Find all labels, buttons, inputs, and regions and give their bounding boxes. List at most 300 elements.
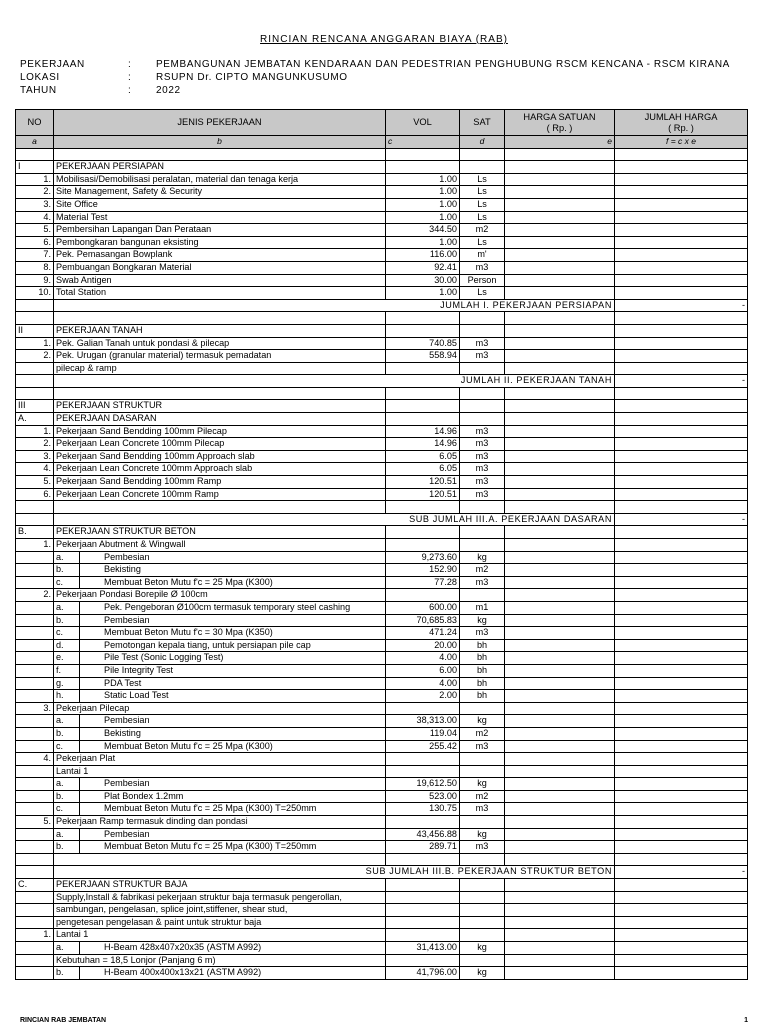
cell-sat: m3: [460, 740, 505, 753]
cell-harga: [505, 350, 615, 363]
cell-sat: m3: [460, 337, 505, 350]
cell-desc: PEKERJAAN PERSIAPAN: [54, 161, 386, 174]
cell-sat: Ls: [460, 211, 505, 224]
table-row: [16, 224, 748, 237]
cell-vol: [386, 916, 460, 929]
cell-jumlah: [615, 664, 748, 677]
table-row: [16, 249, 748, 262]
cell-desc: pilecap & ramp: [54, 362, 386, 375]
cell-vol: 70,685.83: [386, 614, 460, 627]
cell-no: 9.: [16, 274, 54, 287]
cell-sat: Person: [460, 274, 505, 287]
cell-harga: [505, 904, 615, 917]
blank-row: [16, 148, 748, 161]
cell-no: [16, 375, 54, 388]
cell-desc: Mobilisasi/Demobilisasi peralatan, material dan tenaga kerja: [54, 173, 386, 186]
cell-vol: [386, 148, 460, 161]
cell-jumlah: [615, 324, 748, 337]
info-value: RSUPN Dr. CIPTO MANGUNKUSUMO: [156, 72, 348, 83]
cell-desc: Pekerjaan Sand Bendding 100mm Pilecap: [54, 425, 386, 438]
subtotal-label: SUB JUMLAH III.A. PEKERJAAN DASARAN: [54, 513, 615, 526]
table-row: [16, 614, 748, 627]
cell-no: I: [16, 161, 54, 174]
col-no-header: NO: [16, 110, 54, 136]
cell-sat: [460, 312, 505, 325]
cell-desc: Static Load Test: [80, 690, 386, 703]
cell-vol: 1.00: [386, 173, 460, 186]
cell-no: 4.: [16, 211, 54, 224]
cell-harga: [505, 413, 615, 426]
cell-vol: 120.51: [386, 488, 460, 501]
table-row: [16, 488, 748, 501]
cell-no: 1.: [16, 337, 54, 350]
cell-vol: 255.42: [386, 740, 460, 753]
subtotal-row: [16, 375, 748, 388]
cell-harga: [505, 337, 615, 350]
col-vol-header: VOL: [386, 110, 460, 136]
info-label: TAHUN: [20, 85, 57, 96]
cell-no: 4.: [16, 463, 54, 476]
project-info: [20, 58, 730, 97]
sub-f: f = c x e: [615, 136, 748, 149]
cell-desc: [54, 312, 386, 325]
cell-harga: [505, 539, 615, 552]
cell-jumlah: [615, 173, 748, 186]
cell-no: [16, 652, 54, 665]
page-number: 1: [744, 1017, 748, 1024]
cell-jumlah: [615, 778, 748, 791]
cell-desc: Pek. Pengeboran Ø100cm termasuk temporary steel cashing: [80, 601, 386, 614]
subtotal-label: SUB JUMLAH III.B. PEKERJAAN STRUKTUR BETON: [54, 866, 615, 879]
cell-jumlah: [615, 526, 748, 539]
cell-sub: a.: [54, 778, 80, 791]
cell-vol: [386, 929, 460, 942]
cell-vol: [386, 816, 460, 829]
col-sat-header: SAT: [460, 110, 505, 136]
cell-sub: b.: [54, 564, 80, 577]
subtotal-value: -: [615, 375, 748, 388]
cell-harga: [505, 400, 615, 413]
cell-harga: [505, 425, 615, 438]
cell-no: [16, 790, 54, 803]
cell-jumlah: [615, 249, 748, 262]
sub-a: a: [16, 136, 54, 149]
cell-no: [16, 299, 54, 312]
cell-jumlah: [615, 387, 748, 400]
cell-sat: kg: [460, 967, 505, 980]
cell-harga: [505, 450, 615, 463]
cell-desc: Pekerjaan Ramp termasuk dinding dan pondasi: [54, 816, 386, 829]
cell-desc: Pembesian: [80, 551, 386, 564]
cell-sat: kg: [460, 551, 505, 564]
cell-vol: 1.00: [386, 186, 460, 199]
cell-jumlah: [615, 186, 748, 199]
cell-sub: b.: [54, 727, 80, 740]
cell-desc: Pile Integrity Test: [80, 664, 386, 677]
cell-harga: [505, 324, 615, 337]
cell-no: [16, 853, 54, 866]
cell-sat: kg: [460, 942, 505, 955]
cell-sat: [460, 362, 505, 375]
table-row: [16, 803, 748, 816]
cell-no: [16, 727, 54, 740]
cell-harga: [505, 261, 615, 274]
cell-desc: [54, 853, 386, 866]
cell-harga: [505, 614, 615, 627]
table-row: [16, 450, 748, 463]
cell-no: [16, 627, 54, 640]
cell-harga: [505, 715, 615, 728]
table-row: [16, 942, 748, 955]
cell-no: 8.: [16, 261, 54, 274]
cell-desc: Pekerjaan Lean Concrete 100mm Approach slab: [54, 463, 386, 476]
cell-desc: Pembesian: [80, 778, 386, 791]
cell-sat: [460, 753, 505, 766]
cell-sat: [460, 589, 505, 602]
cell-vol: [386, 526, 460, 539]
cell-jumlah: [615, 148, 748, 161]
cell-desc: Pek. Pemasangan Bowplank: [54, 249, 386, 262]
cell-sat: m2: [460, 727, 505, 740]
cell-harga: [505, 942, 615, 955]
cell-sat: [460, 400, 505, 413]
table-row: [16, 790, 748, 803]
cell-no: 2.: [16, 438, 54, 451]
cell-harga: [505, 677, 615, 690]
cell-no: 2.: [16, 350, 54, 363]
cell-vol: [386, 324, 460, 337]
cell-vol: 289.71: [386, 841, 460, 854]
cell-harga: [505, 148, 615, 161]
cell-jumlah: [615, 967, 748, 980]
cell-no: B.: [16, 526, 54, 539]
table-row: [16, 891, 748, 904]
cell-no: [16, 513, 54, 526]
cell-desc: PEKERJAAN DASARAN: [54, 413, 386, 426]
cell-desc: Membuat Beton Mutu f'c = 30 Mpa (K350): [80, 627, 386, 640]
cell-vol: 6.05: [386, 463, 460, 476]
subtotal-row: [16, 299, 748, 312]
cell-sat: Ls: [460, 236, 505, 249]
cell-no: 1.: [16, 929, 54, 942]
cell-no: [16, 740, 54, 753]
cell-sat: Ls: [460, 173, 505, 186]
cell-jumlah: [615, 161, 748, 174]
cell-harga: [505, 274, 615, 287]
cell-jumlah: [615, 702, 748, 715]
cell-harga: [505, 627, 615, 640]
cell-sat: m': [460, 249, 505, 262]
cell-no: [16, 677, 54, 690]
cell-sub: a.: [54, 551, 80, 564]
cell-no: 7.: [16, 249, 54, 262]
cell-jumlah: [615, 236, 748, 249]
cell-jumlah: [615, 753, 748, 766]
cell-no: [16, 501, 54, 514]
info-colon: :: [128, 72, 132, 83]
cell-sat: [460, 413, 505, 426]
cell-harga: [505, 690, 615, 703]
cell-no: II: [16, 324, 54, 337]
cell-no: [16, 312, 54, 325]
cell-harga: [505, 929, 615, 942]
cell-harga: [505, 790, 615, 803]
cell-desc: Membuat Beton Mutu f'c = 25 Mpa (K300): [80, 576, 386, 589]
cell-sat: m3: [460, 438, 505, 451]
cell-jumlah: [615, 287, 748, 300]
cell-harga: [505, 387, 615, 400]
cell-vol: 19,612.50: [386, 778, 460, 791]
cell-desc: Pekerjaan Plat: [54, 753, 386, 766]
footer-label: RINCIAN RAB JEMBATAN: [20, 1017, 107, 1024]
cell-jumlah: [615, 337, 748, 350]
cell-no: [16, 564, 54, 577]
cell-sat: [460, 879, 505, 892]
table-row: [16, 765, 748, 778]
table-row: [16, 425, 748, 438]
cell-no: [16, 803, 54, 816]
cell-no: 1.: [16, 539, 54, 552]
table-row: [16, 476, 748, 489]
cell-sat: m1: [460, 601, 505, 614]
col-jumlah-header: JUMLAH HARGA ( Rp. ): [615, 110, 748, 136]
cell-vol: 1.00: [386, 236, 460, 249]
cell-sub: b.: [54, 614, 80, 627]
cell-sub: f.: [54, 664, 80, 677]
table-row: [16, 954, 748, 967]
cell-jumlah: [615, 589, 748, 602]
cell-jumlah: [615, 715, 748, 728]
table-row: [16, 211, 748, 224]
cell-vol: [386, 362, 460, 375]
cell-sat: [460, 891, 505, 904]
col-harga-header: HARGA SATUAN ( Rp. ): [505, 110, 615, 136]
cell-desc: PEKERJAAN TANAH: [54, 324, 386, 337]
table-row: [16, 438, 748, 451]
cell-sat: m3: [460, 463, 505, 476]
table-row: [16, 639, 748, 652]
table-row: [16, 690, 748, 703]
cell-sat: bh: [460, 677, 505, 690]
cell-vol: 1.00: [386, 211, 460, 224]
cell-harga: [505, 601, 615, 614]
cell-desc: Pembesian: [80, 614, 386, 627]
table-row: [16, 551, 748, 564]
cell-vol: [386, 891, 460, 904]
cell-jumlah: [615, 853, 748, 866]
table-row: [16, 287, 748, 300]
cell-desc: PEKERJAAN STRUKTUR BAJA: [54, 879, 386, 892]
cell-sub: c.: [54, 576, 80, 589]
cell-vol: 14.96: [386, 438, 460, 451]
cell-jumlah: [615, 916, 748, 929]
cell-sub: a.: [54, 942, 80, 955]
info-colon: :: [128, 85, 132, 96]
cell-sat: kg: [460, 828, 505, 841]
cell-sat: [460, 148, 505, 161]
cell-desc: [54, 501, 386, 514]
table-row: [16, 564, 748, 577]
cell-no: [16, 954, 54, 967]
cell-vol: 740.85: [386, 337, 460, 350]
cell-jumlah: [615, 224, 748, 237]
table-row: [16, 677, 748, 690]
cell-no: [16, 765, 54, 778]
cell-no: C.: [16, 879, 54, 892]
table-row: [16, 727, 748, 740]
cell-no: [16, 362, 54, 375]
cell-harga: [505, 589, 615, 602]
cell-jumlah: [615, 350, 748, 363]
cell-no: 3.: [16, 702, 54, 715]
cell-desc: Pekerjaan Lean Concrete 100mm Ramp: [54, 488, 386, 501]
cell-jumlah: [615, 438, 748, 451]
cell-jumlah: [615, 425, 748, 438]
cell-desc: Pek. Urugan (granular material) termasuk pemadatan: [54, 350, 386, 363]
cell-vol: 120.51: [386, 476, 460, 489]
table-row: [16, 236, 748, 249]
blank-row: [16, 853, 748, 866]
cell-sat: bh: [460, 639, 505, 652]
cell-no: 4.: [16, 753, 54, 766]
cell-jumlah: [615, 790, 748, 803]
cell-sub: c.: [54, 803, 80, 816]
cell-harga: [505, 161, 615, 174]
cell-desc: Pekerjaan Pondasi Borepile Ø 100cm: [54, 589, 386, 602]
cell-no: 5.: [16, 224, 54, 237]
cell-no: 10.: [16, 287, 54, 300]
cell-jumlah: [615, 564, 748, 577]
table-row: [16, 929, 748, 942]
cell-desc: H-Beam 400x400x13x21 (ASTM A992): [80, 967, 386, 980]
cell-harga: [505, 664, 615, 677]
cell-desc: Swab Antigen: [54, 274, 386, 287]
cell-no: 5.: [16, 476, 54, 489]
cell-vol: [386, 161, 460, 174]
cell-vol: 30.00: [386, 274, 460, 287]
table-row: [16, 828, 748, 841]
table-row: [16, 400, 748, 413]
cell-sat: m3: [460, 350, 505, 363]
cell-jumlah: [615, 828, 748, 841]
cell-no: 2.: [16, 589, 54, 602]
cell-jumlah: [615, 841, 748, 854]
cell-sat: m3: [460, 261, 505, 274]
cell-no: [16, 891, 54, 904]
cell-no: [16, 387, 54, 400]
cell-no: 6.: [16, 488, 54, 501]
table-row: [16, 261, 748, 274]
cell-vol: [386, 589, 460, 602]
cell-harga: [505, 879, 615, 892]
cell-vol: 6.00: [386, 664, 460, 677]
cell-sat: [460, 916, 505, 929]
cell-jumlah: [615, 765, 748, 778]
cell-jumlah: [615, 312, 748, 325]
cell-vol: [386, 312, 460, 325]
cell-jumlah: [615, 740, 748, 753]
cell-sat: [460, 324, 505, 337]
cell-vol: 116.00: [386, 249, 460, 262]
cell-no: [16, 904, 54, 917]
cell-vol: [386, 765, 460, 778]
cell-harga: [505, 753, 615, 766]
table-row: [16, 186, 748, 199]
cell-no: [16, 601, 54, 614]
cell-jumlah: [615, 816, 748, 829]
cell-vol: 9,273.60: [386, 551, 460, 564]
cell-harga: [505, 186, 615, 199]
cell-no: [16, 148, 54, 161]
cell-no: [16, 690, 54, 703]
cell-desc: Total Station: [54, 287, 386, 300]
table-row: [16, 274, 748, 287]
cell-vol: 38,313.00: [386, 715, 460, 728]
table-row: [16, 904, 748, 917]
cell-no: III: [16, 400, 54, 413]
table-row: [16, 337, 748, 350]
cell-vol: 600.00: [386, 601, 460, 614]
cell-sat: bh: [460, 664, 505, 677]
cell-sat: Ls: [460, 186, 505, 199]
sub-e: e: [505, 136, 615, 149]
table-row: [16, 967, 748, 980]
table-row: [16, 740, 748, 753]
cell-sub: b.: [54, 790, 80, 803]
cell-sat: m3: [460, 841, 505, 854]
table-row: [16, 526, 748, 539]
cell-desc: Pemotongan kepala tiang, untuk persiapan pile cap: [80, 639, 386, 652]
cell-desc: Pembersihan Lapangan Dan Perataan: [54, 224, 386, 237]
info-value: PEMBANGUNAN JEMBATAN KENDARAAN DAN PEDESTRIAN PENGHUBUNG RSCM KENCANA - RSCM KIRANA: [156, 59, 730, 70]
cell-jumlah: [615, 891, 748, 904]
cell-no: [16, 664, 54, 677]
cell-vol: 1.00: [386, 198, 460, 211]
sub-c: c: [386, 136, 460, 149]
cell-sat: m3: [460, 576, 505, 589]
cell-jumlah: [615, 614, 748, 627]
cell-harga: [505, 841, 615, 854]
cell-desc: Pek. Galian Tanah untuk pondasi & pilecap: [54, 337, 386, 350]
cell-jumlah: [615, 942, 748, 955]
cell-vol: 14.96: [386, 425, 460, 438]
cell-sat: m3: [460, 450, 505, 463]
cell-no: [16, 778, 54, 791]
cell-desc: pengetesan pengelasan & paint untuk struktur baja: [54, 916, 386, 929]
table-header: [16, 110, 748, 136]
cell-jumlah: [615, 576, 748, 589]
table-subheader: [16, 136, 748, 149]
cell-sat: [460, 539, 505, 552]
cell-desc: Pekerjaan Lean Concrete 100mm Pilecap: [54, 438, 386, 451]
cell-sat: [460, 929, 505, 942]
cell-desc: Site Office: [54, 198, 386, 211]
subtotal-label: JUMLAH I. PEKERJAAN PERSIAPAN: [54, 299, 615, 312]
cell-vol: 1.00: [386, 287, 460, 300]
cell-desc: Lantai 1: [54, 929, 386, 942]
cell-harga: [505, 476, 615, 489]
cell-desc: Pembesian: [80, 715, 386, 728]
cell-sat: m2: [460, 564, 505, 577]
cell-no: 1.: [16, 425, 54, 438]
cell-sat: [460, 954, 505, 967]
cell-desc: Membuat Beton Mutu f'c = 25 Mpa (K300) T=250mm: [80, 841, 386, 854]
cell-sat: m3: [460, 803, 505, 816]
cell-desc: Pekerjaan Sand Bendding 100mm Ramp: [54, 476, 386, 489]
cell-sub: b.: [54, 967, 80, 980]
cell-no: [16, 967, 54, 980]
cell-sub: h.: [54, 690, 80, 703]
